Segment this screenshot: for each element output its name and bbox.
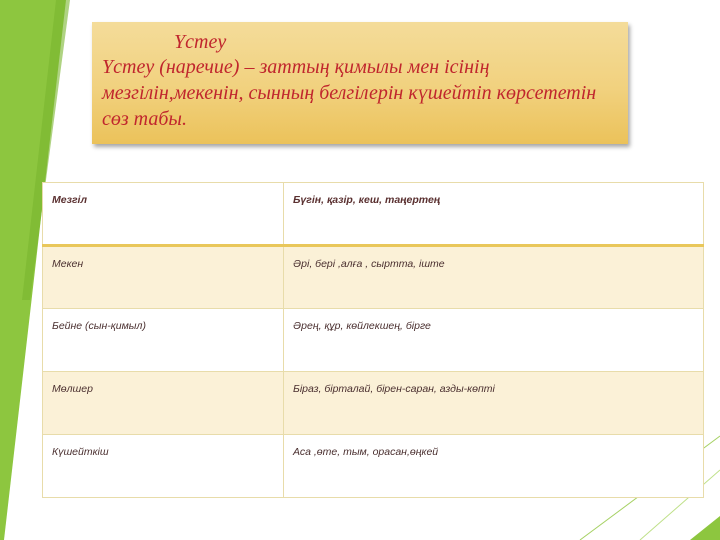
table-cell-examples: Біраз, бірталай, бірен-саран, азды-көпті: [284, 372, 704, 435]
table-row: [43, 372, 704, 435]
title-heading: Үстеу: [174, 31, 227, 53]
table-cell-category: Бейне (сын-қимыл): [43, 309, 284, 372]
table-row: [43, 435, 704, 498]
table-cell-category: Күшейткіш: [43, 435, 284, 498]
adverb-types-table: [42, 182, 704, 498]
table-cell-category: Мезгіл: [43, 183, 284, 246]
green-triangle-bottom-right: [690, 516, 720, 540]
title-definition: Үстеу (наречие) – заттың қимылы мен ісінің мезгілін,мекенін, сынның белгілерін күшейтіп көрсететін сөз табы.: [102, 56, 597, 130]
table-cell-examples: Әрі, бері ,алға , сыртта, іште: [284, 246, 704, 309]
table-cell-examples: Әрең, құр, көйлекшең, бірге: [284, 309, 704, 372]
table-row: [43, 309, 704, 372]
table-row: [43, 183, 704, 246]
table-cell-examples: Аса ,өте, тым, орасан,өңкей: [284, 435, 704, 498]
table-row: [43, 246, 704, 309]
title-box: [92, 22, 628, 144]
table-cell-examples: Бүгін, қазір, кеш, таңертең: [284, 183, 704, 246]
table-cell-category: Мекен: [43, 246, 284, 309]
table-cell-category: Мөлшер: [43, 372, 284, 435]
